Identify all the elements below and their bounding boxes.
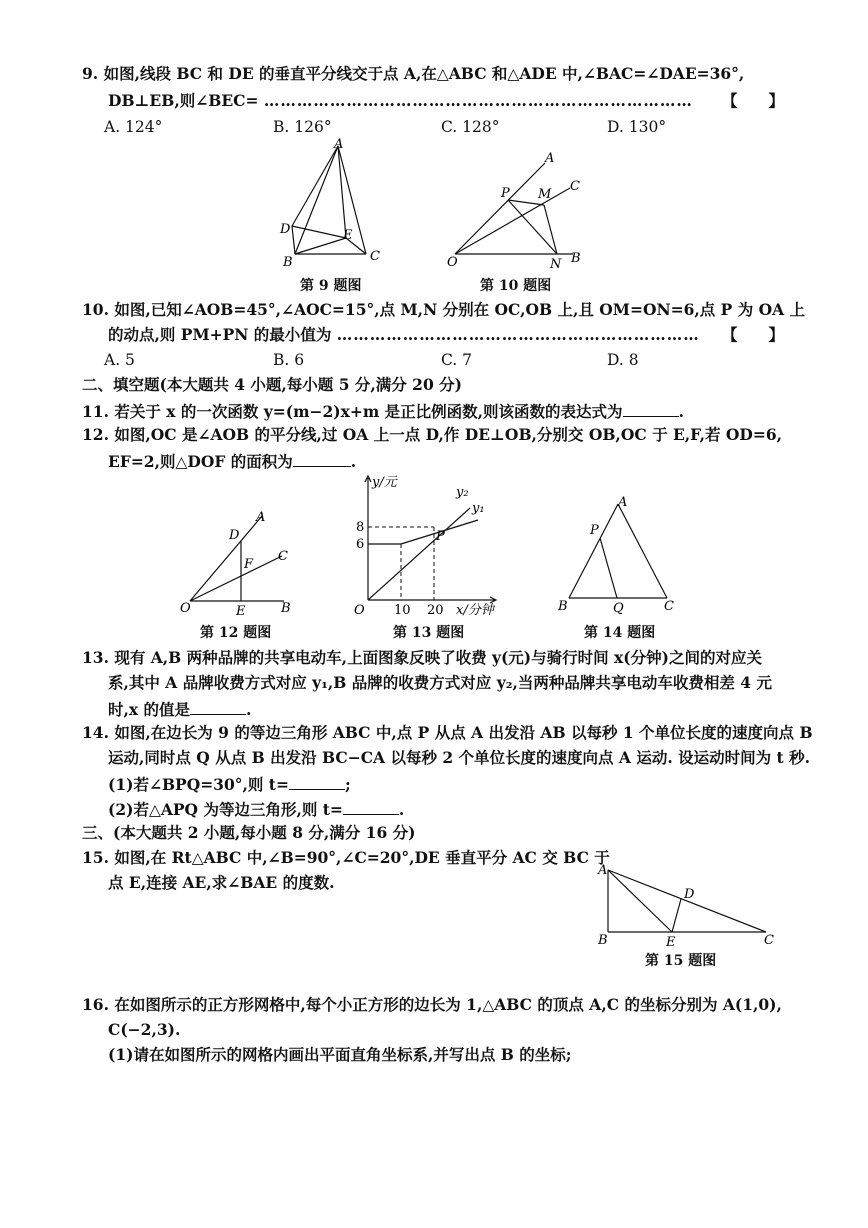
- q10-option-d: D. 8: [607, 351, 639, 369]
- fig9-label-a: A: [334, 137, 344, 152]
- q13-text: 时,x 的值是: [108, 700, 191, 719]
- fig10-caption: 第 10 题图: [480, 278, 552, 294]
- fig14-label-q: Q: [613, 601, 624, 616]
- q10-line1: 10. 如图,已知∠AOB=45°,∠AOC=15°,点 M,N 分别在 OC,OB 上,且 OM=ON=6,点 P 为 OA 上: [82, 300, 806, 319]
- q9-option-d: D. 130°: [607, 118, 667, 136]
- q10-option-b: B. 6: [273, 351, 305, 369]
- fig13-tick-8: 8: [356, 520, 365, 535]
- fig14-label-p: P: [590, 523, 599, 538]
- fig9-label-c: C: [370, 249, 380, 264]
- section-2-heading: 二、填空题(本大题共 4 小题,每小题 5 分,满分 20 分): [82, 375, 462, 394]
- q13-line1: 13. 现有 A,B 两种品牌的共享电动车,上面图象反映了收费 y(元)与骑行时间 x(分钟)之间的对应关: [82, 648, 762, 667]
- q14-sub1-end: ;: [344, 775, 351, 794]
- fig13-label-y2: y₂: [456, 485, 469, 500]
- q11-text: 11. 若关于 x 的一次函数 y=(m−2)x+m 是正比例函数,则该函数的表达式为: [82, 402, 623, 421]
- fig12-label-b: B: [281, 601, 291, 616]
- q9-option-c: C. 128°: [441, 118, 500, 136]
- figure-9: [270, 138, 390, 268]
- q14-sub1-text: (1)若∠BPQ=30°,则 t=: [108, 775, 289, 794]
- fig12-label-f: F: [244, 557, 254, 572]
- q16-line1: 16. 在如图所示的正方形网格中,每个小正方形的边长为 1,△ABC 的顶点 A,C 的坐标分别为 A(1,0),: [82, 995, 782, 1014]
- q9-option-a: A. 124°: [104, 118, 163, 136]
- fig13-tick-10: 10: [394, 603, 411, 618]
- fig15-label-d: D: [684, 887, 695, 902]
- q13-end: .: [246, 700, 252, 719]
- q12-line2: [108, 450, 356, 472]
- fig15-label-b: B: [598, 933, 608, 948]
- q10-bracket: 【 】: [722, 325, 785, 344]
- q12-end: .: [350, 452, 357, 471]
- q14-sub2-text: (2)若△APQ 为等边三角形,则 t=: [108, 800, 343, 819]
- q14-line2: 运动,同时点 Q 从点 B 出发沿 BC−CA 以每秒 2 个单位长度的速度向点 A 运动. 设运动时间为 t 秒.: [108, 748, 810, 767]
- figure-13: [350, 472, 500, 620]
- fig12-label-a: A: [256, 510, 266, 525]
- fig14-label-b: B: [558, 599, 568, 614]
- fig9-caption: 第 9 题图: [300, 278, 362, 294]
- section-3-heading: 三、(本大题共 2 小题,每小题 8 分,满分 16 分): [82, 823, 416, 842]
- figure-12: [180, 508, 300, 618]
- q10-option-c: C. 7: [441, 351, 473, 369]
- fig13-label-p: P: [436, 529, 445, 544]
- q13-answer-blank[interactable]: [190, 698, 246, 715]
- q15-line1: 15. 如图,在 Rt△ABC 中,∠B=90°,∠C=20°,DE 垂直平分 AC 交 BC 于: [82, 848, 610, 867]
- q15-line2: 点 E,连接 AE,求∠BAE 的度数.: [108, 873, 335, 892]
- q9-bracket: 【 】: [722, 91, 785, 110]
- fig10-label-p: P: [501, 186, 510, 201]
- fig12-caption: 第 12 题图: [200, 625, 272, 641]
- q11-answer-blank[interactable]: [623, 400, 679, 417]
- fig10-label-c: C: [570, 179, 580, 194]
- figure-14: [556, 494, 686, 618]
- fig9-label-e: E: [343, 228, 353, 243]
- fig10-label-a: A: [545, 151, 555, 166]
- q14-sub2-end: .: [398, 800, 405, 819]
- q9-line2: [108, 91, 693, 111]
- fig12-label-o: O: [180, 601, 191, 616]
- fig15-label-e: E: [666, 935, 676, 950]
- fig10-label-o: O: [447, 255, 458, 270]
- q12-line1: 12. 如图,OC 是∠AOB 的平分线,过 OA 上一点 D,作 DE⊥OB,分别交 OB,OC 于 E,F,若 OD=6,: [82, 425, 783, 444]
- fig10-label-b: B: [571, 251, 581, 266]
- q12-answer-blank[interactable]: [293, 450, 351, 467]
- q9-line1: 9. 如图,线段 BC 和 DE 的垂直平分线交于点 A,在△ABC 和△ADE 中,∠BAC=∠DAE=36°,: [82, 64, 745, 83]
- fig14-label-a: A: [618, 495, 628, 510]
- q13-line3: [108, 698, 251, 720]
- q9-option-b: B. 126°: [273, 118, 332, 136]
- fig12-label-d: D: [229, 528, 240, 543]
- q16-line2: C(−2,3).: [108, 1020, 181, 1039]
- fig10-label-n: N: [550, 257, 562, 272]
- q9-stem: DB⊥EB,则∠BEC=: [108, 91, 259, 110]
- q10-option-a: A. 5: [104, 351, 135, 369]
- fig12-label-e: E: [236, 604, 246, 619]
- fig12-label-c: C: [278, 549, 288, 564]
- fig13-xaxis-label: x/分钟: [456, 603, 494, 618]
- q16-sub1: (1)请在如图所示的网格内画出平面直角坐标系,并写出点 B 的坐标;: [108, 1045, 572, 1064]
- q14-line1: 14. 如图,在边长为 9 的等边三角形 ABC 中,点 P 从点 A 出发沿 AB 以每秒 1 个单位长度的速度向点 B: [82, 723, 813, 742]
- fig15-label-c: C: [764, 933, 774, 948]
- q12-text: EF=2,则△DOF 的面积为: [108, 452, 293, 471]
- fig15-caption: 第 15 题图: [645, 953, 717, 969]
- fig9-label-d: D: [280, 222, 291, 237]
- fig10-label-m: M: [538, 187, 552, 202]
- fig13-caption: 第 13 题图: [393, 625, 465, 641]
- q14-sub1: [108, 773, 351, 795]
- fig13-label-y1: y₁: [472, 501, 485, 516]
- fig13-tick-6: 6: [356, 537, 365, 552]
- fig13-tick-20: 20: [427, 603, 444, 618]
- q10-stem: 的动点,则 PM+PN 的最小值为: [108, 325, 332, 344]
- q14-sub1-answer-blank[interactable]: [289, 773, 345, 790]
- fig14-label-c: C: [664, 599, 674, 614]
- q10-line2: [108, 325, 700, 345]
- figure-15: [596, 860, 786, 950]
- q9-dots: ……………………………………………………………………: [263, 91, 693, 110]
- fig14-caption: 第 14 题图: [584, 625, 656, 641]
- q13-line2: 系,其中 A 品牌收费方式对应 y₁,B 品牌的收费方式对应 y₂,当两种品牌共享电动车收费相差 4 元: [108, 673, 772, 692]
- fig13-label-o: O: [354, 603, 365, 618]
- fig13-yaxis-label: y/元: [372, 475, 397, 490]
- q11-end: .: [678, 402, 684, 421]
- figure-10: [445, 148, 585, 272]
- q11-line: [82, 400, 684, 422]
- q14-sub2-answer-blank[interactable]: [343, 798, 399, 815]
- q10-dots: …………………………………………………………: [336, 325, 700, 344]
- q14-sub2: [108, 798, 404, 820]
- fig9-label-b: B: [283, 255, 293, 270]
- fig15-label-a: A: [598, 863, 608, 878]
